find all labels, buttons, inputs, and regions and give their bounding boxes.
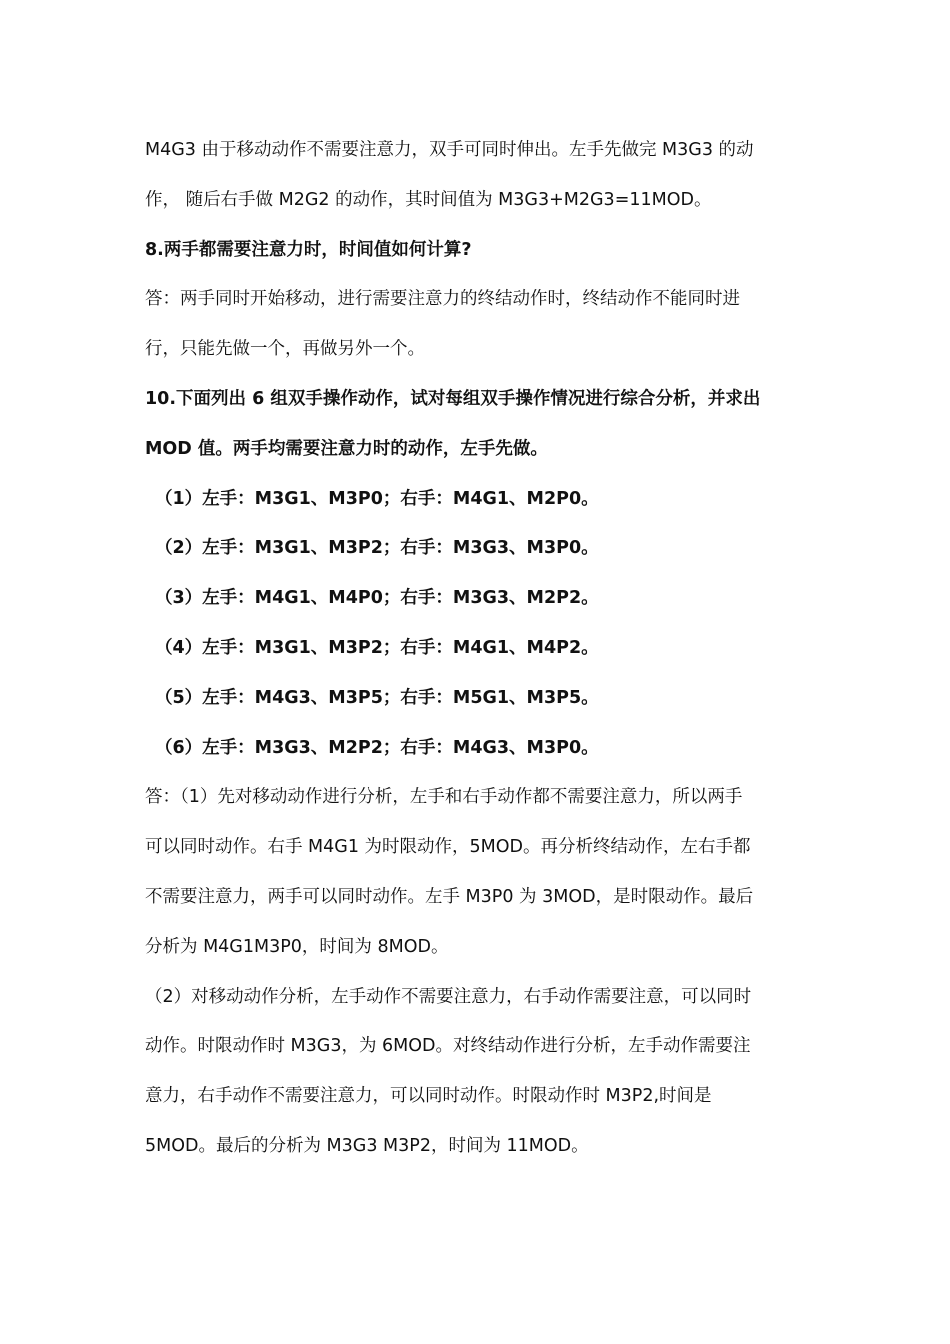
answer-line: （2）对移动动作分析，左手动作不需要注意力，右手动作需要注意，可以同时 xyxy=(145,986,752,1007)
question-heading: 8.两手都需要注意力时，时间值如何计算? xyxy=(145,239,472,260)
answer-line: 可以同时动作。右手 M4G1 为时限动作，5MOD。再分析终结动作，左右手都 xyxy=(145,837,751,858)
answer-line: 意力，右手动作不需要注意力，可以同时动作。时限动作时 M3P2,时间是 xyxy=(145,1086,712,1107)
question-item: （3）左手：M4G1、M4P0；右手：M3G3、M2P2。 xyxy=(155,588,599,609)
answer-line: 不需要注意力，两手可以同时动作。左手 M3P0 为 3MOD，是时限动作。最后 xyxy=(145,886,754,907)
question-item: （4）左手：M3G1、M3P2；右手：M4G1、M4P2。 xyxy=(155,637,599,658)
answer-line: 动作。时限动作时 M3G3，为 6MOD。对终结动作进行分析，左手动作需要注 xyxy=(145,1036,751,1057)
text-line: 作， 随后右手做 M2G2 的动作，其时间值为 M3G3+M2G3=11MOD。 xyxy=(145,189,712,210)
answer-line: 答：（1）先对移动动作进行分析，左手和右手动作都不需要注意力，所以两手 xyxy=(145,787,743,808)
question-heading: 10.下面列出 6 组双手操作动作，试对每组双手操作情况进行综合分析，并求出 xyxy=(145,388,761,409)
question-item: （2）左手：M3G1、M3P2；右手：M3G3、M3P0。 xyxy=(155,538,599,559)
answer-line: 5MOD。最后的分析为 M3G3 M3P2，时间为 11MOD。 xyxy=(145,1135,589,1156)
question-heading: MOD 值。两手均需要注意力时的动作，左手先做。 xyxy=(145,438,548,459)
answer-line: 分析为 M4G1M3P0，时间为 8MOD。 xyxy=(145,936,449,957)
question-item: （5）左手：M4G3、M3P5；右手：M5G1、M3P5。 xyxy=(155,687,599,708)
text-line: M4G3 由于移动动作不需要注意力，双手可同时伸出。左手先做完 M3G3 的动 xyxy=(145,140,754,160)
document-body xyxy=(145,126,813,1172)
question-item: （6）左手：M3G3、M2P2；右手：M4G3、M3P0。 xyxy=(155,737,599,758)
question-item: （1）左手：M3G1、M3P0；右手：M4G1、M2P0。 xyxy=(155,488,599,509)
answer-line: 行，只能先做一个，再做另外一个。 xyxy=(145,339,425,360)
answer-line: 答：两手同时开始移动，进行需要注意力的终结动作时，终结动作不能同时进 xyxy=(145,289,740,310)
